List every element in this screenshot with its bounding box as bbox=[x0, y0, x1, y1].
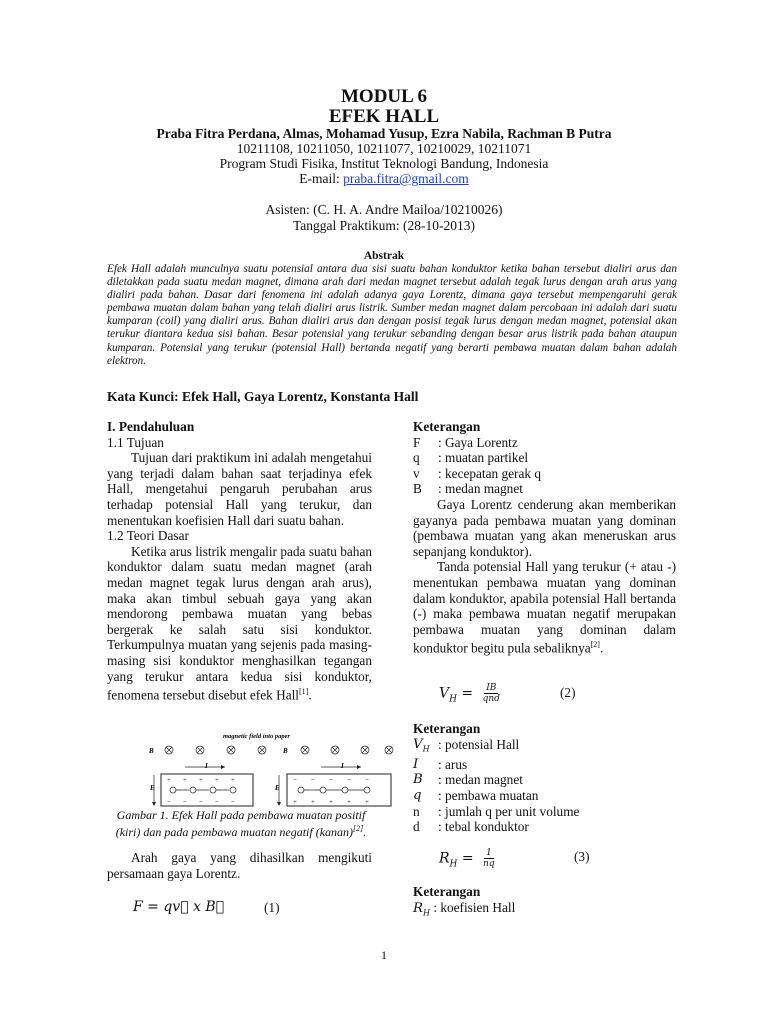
affiliation: Program Studi Fisika, Institut Teknologi Bandung, Indonesia bbox=[219, 156, 549, 171]
paragraph-lorentz: Arah gaya yang dihasilkan mengikuti persamaan gaya Lorentz. bbox=[107, 850, 372, 881]
eq2-fraction bbox=[481, 683, 502, 704]
subsection-tujuan: 1.1 Tujuan bbox=[107, 434, 164, 450]
eq2-numerator: IB bbox=[486, 683, 497, 693]
equation-3-number: (3) bbox=[574, 849, 590, 864]
equation-1: F = qv⃗ x B⃗ bbox=[133, 899, 225, 915]
eq2-subscript: H bbox=[449, 694, 457, 705]
keterangan-1-row bbox=[413, 481, 676, 497]
paragraph-hall-sign-text: Tanda potensial Hall yang terukur (+ atau -) menentukan pembawa muatan yang dominan dalam konduktor, apabila potensial Hall bertanda (-) maka pembawa muatan negatif merupakan pembawa muatan yang dominan dalam konduktor begitu pula sebaliknya bbox=[413, 559, 676, 656]
eq3-denominator: nq bbox=[483, 859, 495, 869]
section-heading: I. Pendahuluan bbox=[107, 419, 195, 434]
page-number: 1 bbox=[381, 948, 387, 962]
current-arrowhead-left bbox=[221, 765, 225, 769]
paragraph-lorentz-dominant: Gaya Lorentz cenderung akan memberikan gayanya pada pembawa muatan yang dominan (pembawa muatan yang akan meneruskan arus sepanjang konduktor). bbox=[413, 496, 676, 559]
figure-label-i-right: I bbox=[341, 762, 344, 770]
carriers-left bbox=[170, 787, 236, 793]
keterangan-1-row bbox=[413, 466, 676, 482]
figure-label-i-left: I bbox=[205, 762, 208, 770]
abstract-text: Efek Hall adalah munculnya suatu potensial antara dua sisi suatu bahan konduktor ketika bahan tersebut dialiri arus dan diletakkan pada suatu medan magnet, dimana arah dari medan magnet tersebut adalah tegak lurus dengan arah arus yang dialiri pada bahan. Dasar dari fenomena ini adalah adanya gaya Lorentz, dimana gaya tersebut mempengaruhi gerak pembawa muatan dalam bahan yang telah dialiri arus listrik. Sumber medan magnet dalam percobaan ini adalah dari suatu kumparan (coil) yang dialiri arus. Bahan dialiri arus dan dengan posisi tegak lurus dengan medan magnet, potensial akan terukur diantara kedua sisi bahan. Besar potensial yang terukur sebanding dengan besar arus listrik pada bahan ataupun kumparan. Potensial yang terukur (potensial Hall) bertanda negatif yang berarti pembawa muatan dalam bahan adalah elektron. bbox=[107, 263, 677, 367]
student-ids: 10211108, 10211050, 10211077, 10210029, 10211071 bbox=[236, 141, 532, 156]
keterangan-3 bbox=[413, 884, 676, 921]
description: : kecepatan gerak q bbox=[438, 465, 541, 481]
svg-text:−: − bbox=[231, 798, 235, 806]
svg-text:−: − bbox=[215, 798, 219, 806]
equation-1-number: (1) bbox=[264, 900, 280, 915]
svg-text:+: + bbox=[329, 798, 333, 806]
carriers-right bbox=[298, 787, 370, 793]
charges-right bbox=[293, 776, 369, 806]
svg-text:+: + bbox=[215, 776, 219, 784]
keterangan-2-row bbox=[413, 737, 676, 757]
caption-citation: [2] bbox=[353, 824, 364, 833]
svg-text:+: + bbox=[311, 798, 315, 806]
figure-title: magnetic field into paper bbox=[223, 733, 290, 740]
citation: [2] bbox=[590, 640, 600, 650]
description: : medan magnet bbox=[438, 772, 523, 788]
email-label: E-mail: bbox=[299, 171, 344, 186]
svg-text:+: + bbox=[183, 776, 187, 784]
keterangan-2-row bbox=[413, 788, 676, 804]
eq3-lhs: R bbox=[439, 850, 450, 867]
svg-text:+: + bbox=[365, 798, 369, 806]
paragraph-tujuan: Tujuan dari praktikum ini adalah mengetahui yang terjadi dalam bahan saat terjadinya efek Hall, mengetahui pengaruh perubahan arus terhadap potensial Hall yang terukur, dan menentukan koefisien Hall dari suatu bahan. bbox=[107, 450, 372, 528]
symbol: B bbox=[413, 772, 423, 788]
svg-text:−: − bbox=[311, 776, 315, 784]
svg-text:−: − bbox=[199, 798, 203, 806]
paragraph-hall-sign: Tanda potensial Hall yang terukur (+ atau -) menentukan pembawa muatan yang dominan dalam konduktor, apabila potensial Hall bertanda (-) maka pembawa muatan negatif merupakan pembawa muatan yang dominan dalam konduktor begitu pula sebaliknya[2]. bbox=[413, 559, 676, 656]
description: : arus bbox=[438, 756, 468, 772]
svg-text:−: − bbox=[347, 776, 351, 784]
eq3-fraction bbox=[481, 848, 497, 869]
description: : pembawa muatan bbox=[438, 788, 539, 804]
efield-arrowhead-right bbox=[277, 802, 281, 806]
symbol: v bbox=[413, 465, 420, 481]
svg-text:+: + bbox=[293, 798, 297, 806]
figure-label-e-right: E bbox=[275, 784, 280, 792]
svg-text:−: − bbox=[329, 776, 333, 784]
eq3-numerator: 1 bbox=[485, 848, 492, 858]
symbol: q bbox=[413, 450, 420, 466]
paragraph-teori-text: Ketika arus listrik mengalir pada suatu bahan konduktor dalam suatu medan magnet (arah medan magnet tegak lurus dengan arah arus), maka akan timbul sebuah gaya yang akan mendorong pembawa muatan yang bebas bergerak ke salah satu sisi konduktor. Terkumpulnya muatan yang sejenis pada masing-masing sisi konduktor menghasilkan tegangan yang terukur antara kedua sisi konduktor, fenomena tersebut disebut efek Hall bbox=[107, 543, 372, 703]
svg-text:+: + bbox=[347, 798, 351, 806]
description: : Gaya Lorentz bbox=[438, 434, 518, 450]
description: : jumlah q per unit volume bbox=[438, 803, 580, 819]
figure-caption: Gambar 1. Efek Hall pada pembawa muatan positif (kiri) dan pada pembawa muatan negatif (kanan)[2]. bbox=[115, 808, 367, 839]
figure-label-e-left: E bbox=[150, 784, 155, 792]
eq3-subscript: H bbox=[449, 859, 458, 870]
keterangan-3-title: Keterangan bbox=[413, 884, 481, 899]
description: : potensial Hall bbox=[438, 736, 520, 752]
charges-left bbox=[167, 776, 235, 806]
keterangan-1-list bbox=[413, 435, 676, 497]
citation: [1] bbox=[299, 687, 309, 697]
svg-text:−: − bbox=[167, 798, 171, 806]
symbol: F bbox=[413, 434, 421, 450]
subsection-teori: 1.2 Teori Dasar bbox=[107, 528, 189, 544]
svg-text:+: + bbox=[231, 776, 235, 784]
current-arrowhead-right bbox=[357, 765, 361, 769]
keterangan-2-row bbox=[413, 804, 676, 820]
hall-effect-figure bbox=[145, 728, 395, 812]
equation-2: $V_H$ = $\frac{IB}{\text{qnd}}$ bbox=[439, 683, 500, 705]
field-symbols-right bbox=[301, 746, 393, 754]
symbol: n bbox=[413, 803, 420, 819]
equation-2-number: (2) bbox=[560, 685, 576, 700]
figure-label-b-left: B bbox=[149, 747, 154, 755]
authors: Praba Fitra Perdana, Almas, Mohamad Yusup, Ezra Nabila, Rachman B Putra bbox=[156, 126, 612, 141]
left-column bbox=[107, 419, 372, 703]
eq2-lhs: V bbox=[439, 685, 450, 702]
keterangan-2-title: Keterangan bbox=[413, 721, 481, 736]
keywords: Kata Kunci: Efek Hall, Gaya Lorentz, Konstanta Hall bbox=[107, 389, 419, 404]
keterangan-3-row bbox=[413, 900, 676, 921]
keterangan-1-row bbox=[413, 450, 676, 466]
description: : medan magnet bbox=[438, 481, 523, 497]
symbol: I bbox=[413, 756, 419, 772]
figure-caption-text: Gambar 1. Efek Hall pada pembawa muatan positif (kiri) dan pada pembawa muatan negatif (kanan) bbox=[115, 808, 366, 839]
keterangan-1-title: Keterangan bbox=[413, 419, 481, 434]
description: : tebal konduktor bbox=[438, 819, 529, 835]
svg-text:+: + bbox=[167, 776, 171, 784]
title-line-2: EFEK HALL bbox=[328, 106, 440, 127]
keterangan-1-row bbox=[413, 435, 676, 451]
symbol: d bbox=[413, 819, 420, 835]
keterangan-2 bbox=[413, 721, 676, 835]
keterangan-2-row bbox=[413, 772, 676, 788]
symbol: B bbox=[413, 481, 422, 497]
symbol: $V_H$ bbox=[413, 736, 430, 754]
email-line bbox=[0, 171, 768, 187]
assistant: Asisten: (C. H. A. Andre Mailoa/10210026) bbox=[265, 202, 503, 217]
svg-text:−: − bbox=[183, 798, 187, 806]
symbol: $R_H$ bbox=[413, 900, 430, 918]
description: : muatan partikel bbox=[438, 450, 529, 466]
abstract-heading: Abstrak bbox=[363, 250, 405, 262]
keterangan-2-row bbox=[413, 757, 676, 773]
right-column bbox=[413, 419, 676, 656]
svg-text:−: − bbox=[293, 776, 297, 784]
svg-text:−: − bbox=[365, 776, 369, 784]
eq2-denominator: qnd bbox=[482, 694, 500, 704]
email-link[interactable]: praba.fitra@gmail.com bbox=[343, 171, 469, 186]
paragraph-teori: Ketika arus listrik mengalir pada suatu bahan konduktor dalam suatu medan magnet (arah medan magnet tegak lurus dengan arah arus), maka akan timbul sebuah gaya yang akan mendorong pembawa muatan yang bebas bergerak ke salah satu sisi konduktor. Terkumpulnya muatan yang sejenis pada masing-masing sisi konduktor menghasilkan tegangan yang terukur antara kedua sisi konduktor, fenomena tersebut disebut efek Hall[1]. bbox=[107, 543, 372, 703]
symbol: q bbox=[413, 788, 422, 804]
equation-3: $R_H$ = $\frac{1}{nq}$ bbox=[439, 848, 495, 870]
practicum-date: Tanggal Praktikum: (28-10-2013) bbox=[292, 218, 476, 233]
field-symbols-left bbox=[165, 746, 266, 754]
description: : koefisien Hall bbox=[430, 899, 516, 915]
keterangan-2-row bbox=[413, 819, 676, 835]
title-line-1: MODUL 6 bbox=[340, 86, 428, 107]
efield-arrowhead-left bbox=[152, 802, 156, 806]
svg-text:+: + bbox=[199, 776, 203, 784]
figure-label-b-right: B bbox=[283, 747, 288, 755]
